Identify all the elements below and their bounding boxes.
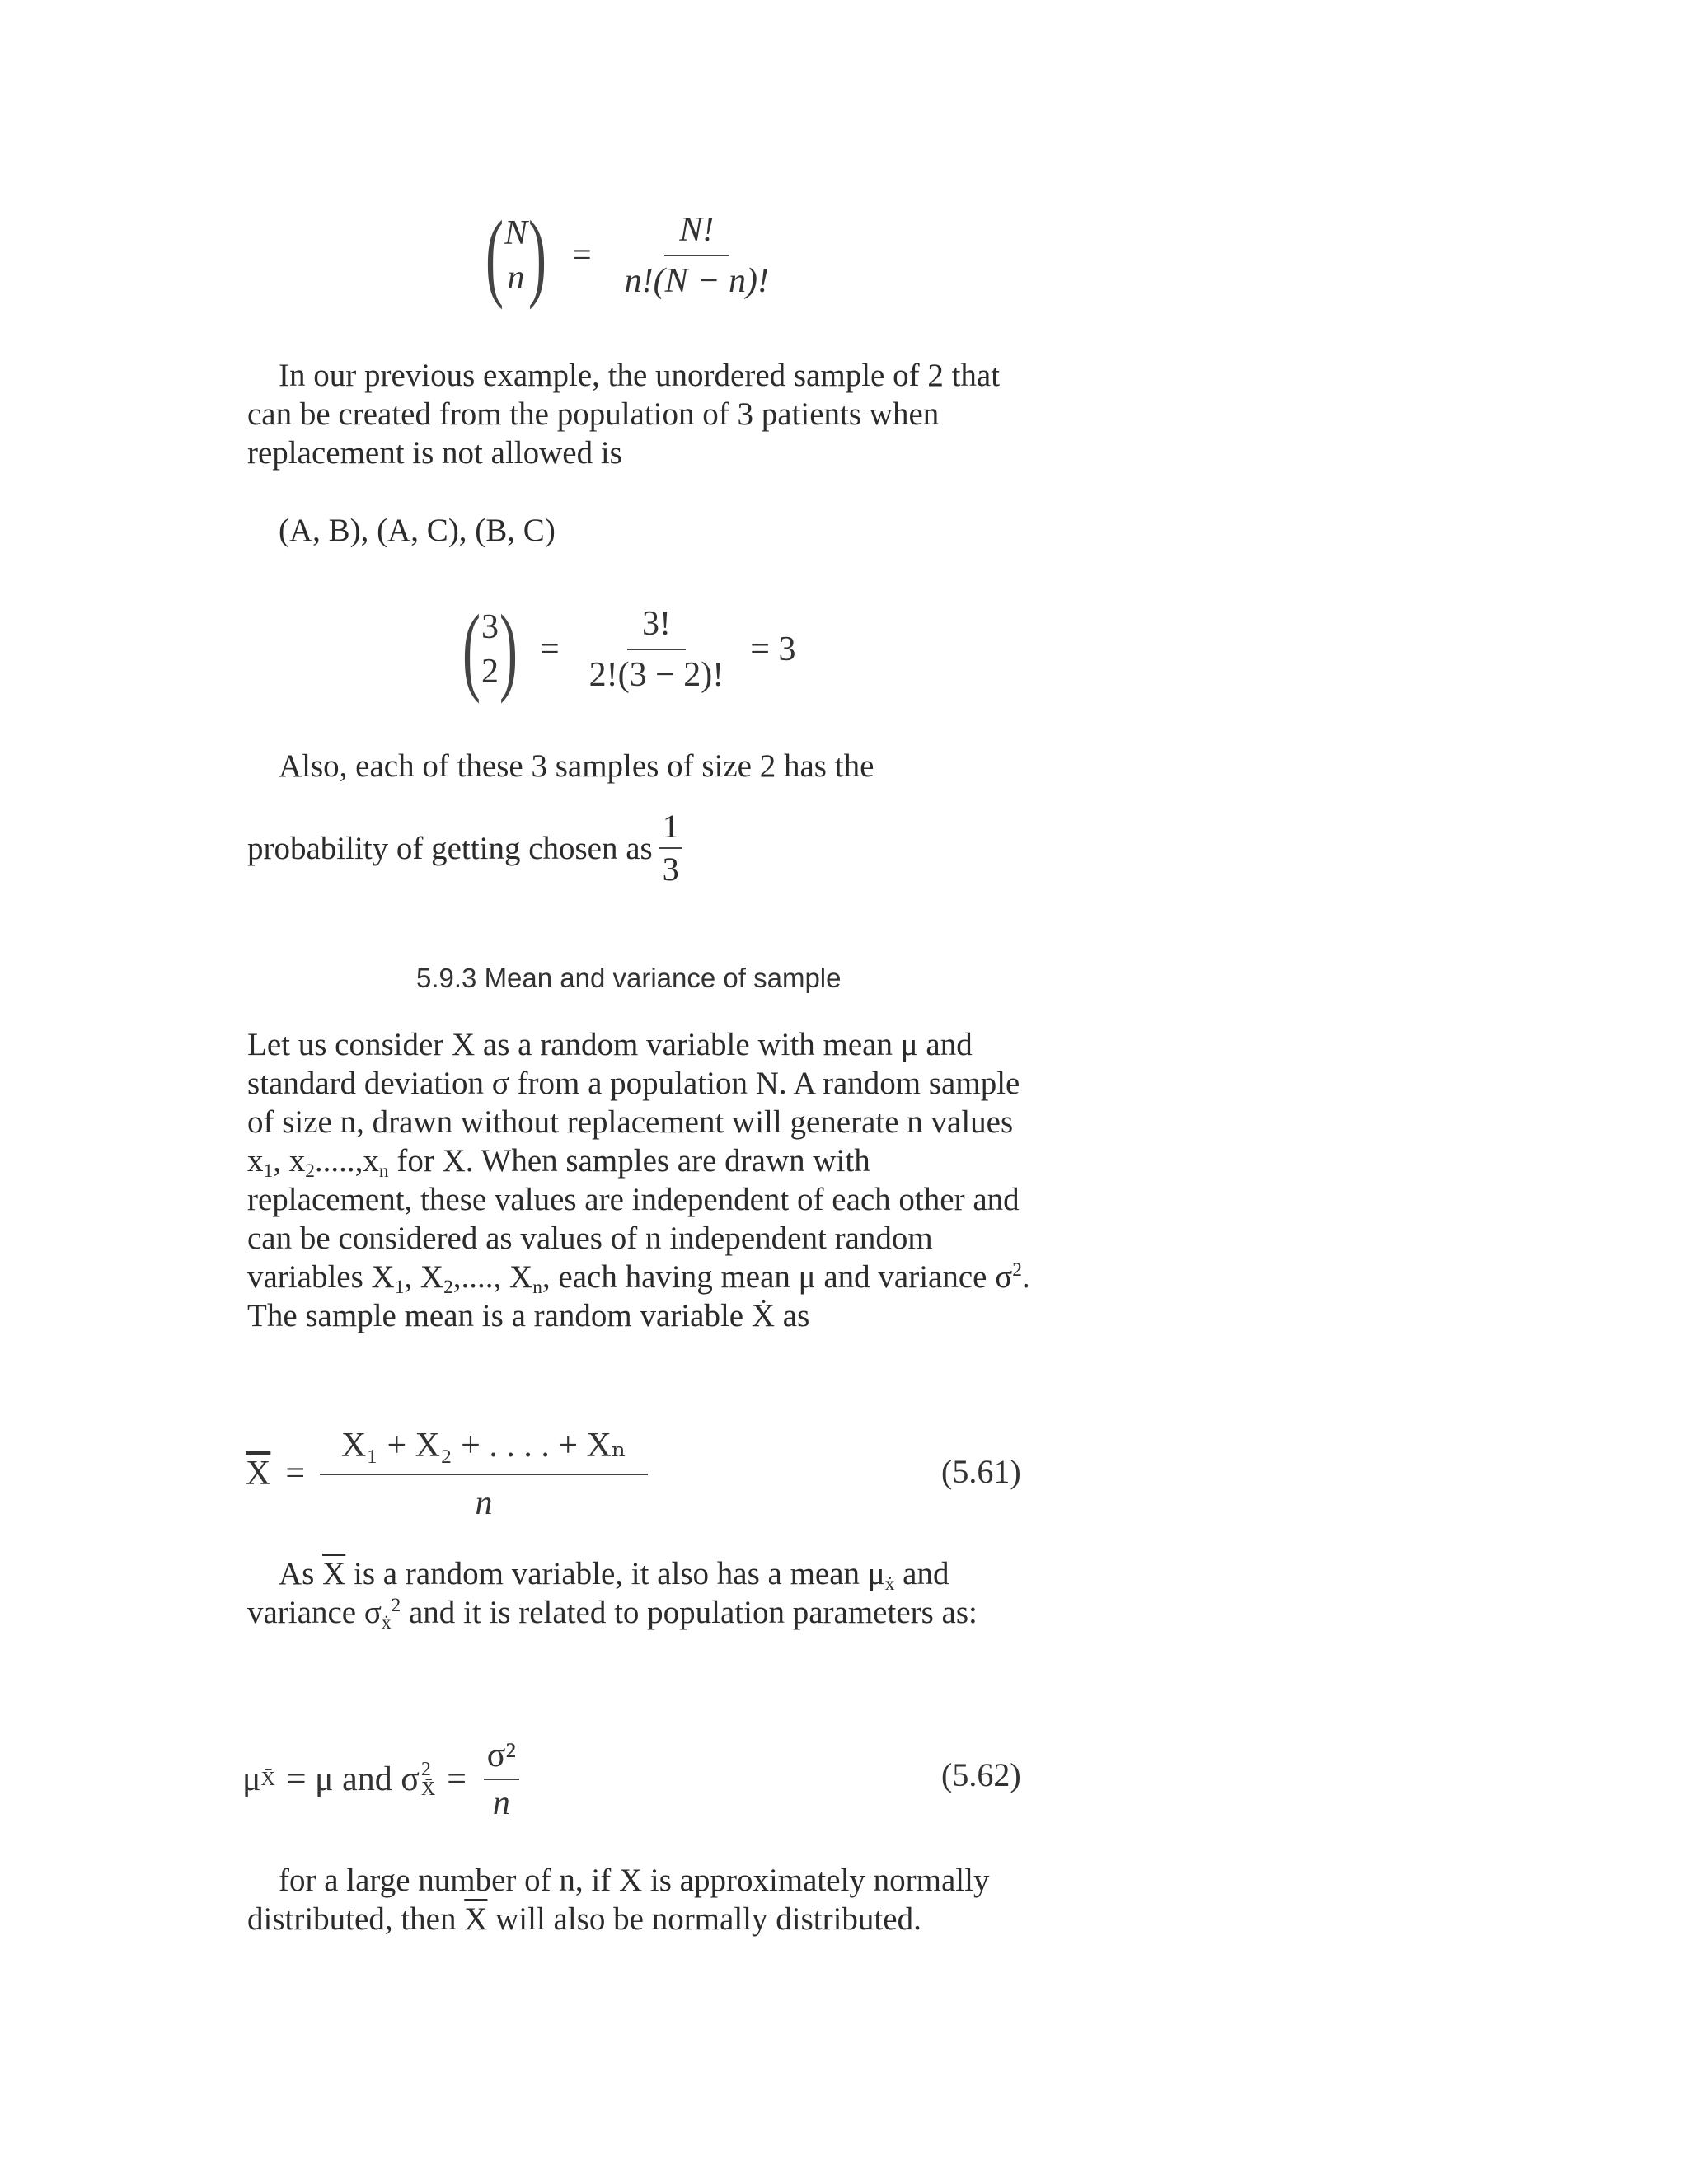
subscript: n: [532, 1277, 542, 1299]
binom-denominator: n!(N − n)!: [624, 262, 769, 300]
equals-sign: =: [539, 630, 560, 668]
subscript: ẋ: [381, 1612, 392, 1634]
binom-fraction: [610, 210, 784, 301]
text-span: for a large number of n, if X is approximately normally distributed, then: [247, 1863, 990, 1937]
text-span: , X: [404, 1259, 444, 1295]
text-span: . The sample mean is a random variable Ẋ as: [247, 1259, 1030, 1333]
left-paren: (: [462, 594, 481, 704]
paragraph-xbar-mean: [247, 1554, 1039, 1632]
equation-number-5-62: (5.62): [941, 1756, 1021, 1793]
subscript: 2: [305, 1160, 315, 1183]
text-span: Let us consider X as a random variable with mean μ and standard deviation σ from a population N. A random sample of size n, drawn without replacement will generate n values x: [247, 1027, 1020, 1179]
text-span: ,...., X: [452, 1259, 533, 1295]
probability-fraction: [659, 808, 682, 888]
right-paren: ): [499, 594, 518, 704]
example-bottom: 2: [481, 653, 499, 691]
text-span: , x: [273, 1143, 306, 1179]
eq561-numerator: X₁ + X₂ + . . . . + Xₙ: [320, 1424, 648, 1475]
xbar-symbol: $\overline{X}$: [322, 1556, 346, 1591]
equals-sign: =: [285, 1455, 306, 1493]
left-paren: (: [485, 200, 504, 310]
text-span: will also be normally distributed.: [487, 1901, 921, 1937]
probability-text: probability of getting chosen as: [247, 830, 653, 866]
eq562-denominator: n: [492, 1784, 510, 1822]
binom-bottom: n: [507, 259, 525, 297]
equation-number-5-61: (5.61): [941, 1453, 1021, 1490]
equation-5-62: μ X̄ = μ and σ 2 X̄ = $\frac{\text{σ²}}{n}$: [242, 1736, 525, 1823]
example-numerator: 3!: [627, 604, 686, 650]
example-result: = 3: [750, 630, 796, 668]
subscript: 1: [394, 1277, 405, 1299]
subscript: 1: [263, 1160, 274, 1183]
probability-denominator: 3: [662, 851, 679, 888]
probability-numerator: 1: [659, 808, 682, 849]
binom-top: N: [504, 214, 528, 252]
section-heading: 5.9.3 Mean and variance of sample: [416, 963, 842, 993]
eq562-fraction: [478, 1736, 525, 1823]
text-span: and it is related to population parameters as:: [401, 1595, 978, 1630]
text-span: is a random variable, it also has a mean μ: [345, 1556, 885, 1591]
equals-sign: =: [571, 237, 592, 274]
equals-sign: =: [447, 1760, 467, 1798]
superscript: 2: [391, 1594, 401, 1616]
paragraph-normal-distribution: [247, 1861, 1039, 1938]
superscript: 2: [1012, 1258, 1022, 1281]
subscript: 2: [443, 1277, 453, 1299]
mu-symbol: μ: [242, 1760, 261, 1798]
sigma-superscript: 2: [420, 1759, 431, 1780]
xbar-symbol: $\overline{X}$: [246, 1455, 271, 1493]
binomial-formula: [478, 200, 784, 310]
equation-middle: = μ and σ: [286, 1760, 420, 1798]
text-span: , each having mean μ and variance σ: [542, 1259, 1013, 1295]
text-span: .....,x: [314, 1143, 379, 1179]
paragraph-samples-size: Also, each of these 3 samples of size 2 has the: [279, 748, 874, 784]
eq562-numerator: σ²: [484, 1736, 519, 1780]
samples-list: (A, B), (A, C), (B, C): [279, 513, 556, 548]
sigma-subscript: X̄: [420, 1779, 436, 1800]
paragraph-random-variable: [247, 1025, 1039, 1335]
right-paren: ): [528, 200, 546, 310]
xbar-symbol: $\overline{X}$: [464, 1901, 488, 1937]
paragraph-probability: [247, 808, 1039, 888]
text-span: for X. When samples are drawn with replacement, these values are independent of each other and can be considered as values of n independent random variables X: [247, 1143, 1020, 1295]
eq561-denominator: n: [475, 1484, 493, 1522]
text-span: and variance σ: [247, 1556, 950, 1630]
eq561-fraction: [320, 1424, 648, 1523]
text-span: As: [279, 1556, 323, 1591]
example-top: 3: [481, 608, 499, 646]
example-denominator: 2!(3 − 2)!: [588, 656, 724, 694]
subscript: n: [378, 1160, 389, 1183]
paragraph-unordered-sample: In our previous example, the unordered sample of 2 that can be created from the population of 3 patients when replacement is not allowed is: [247, 358, 1001, 471]
binom-numerator: N!: [664, 210, 729, 256]
subscript: ẋ: [884, 1573, 895, 1596]
example-fraction: [574, 604, 739, 695]
equation-5-61: [246, 1424, 648, 1523]
example-formula: [455, 594, 796, 704]
